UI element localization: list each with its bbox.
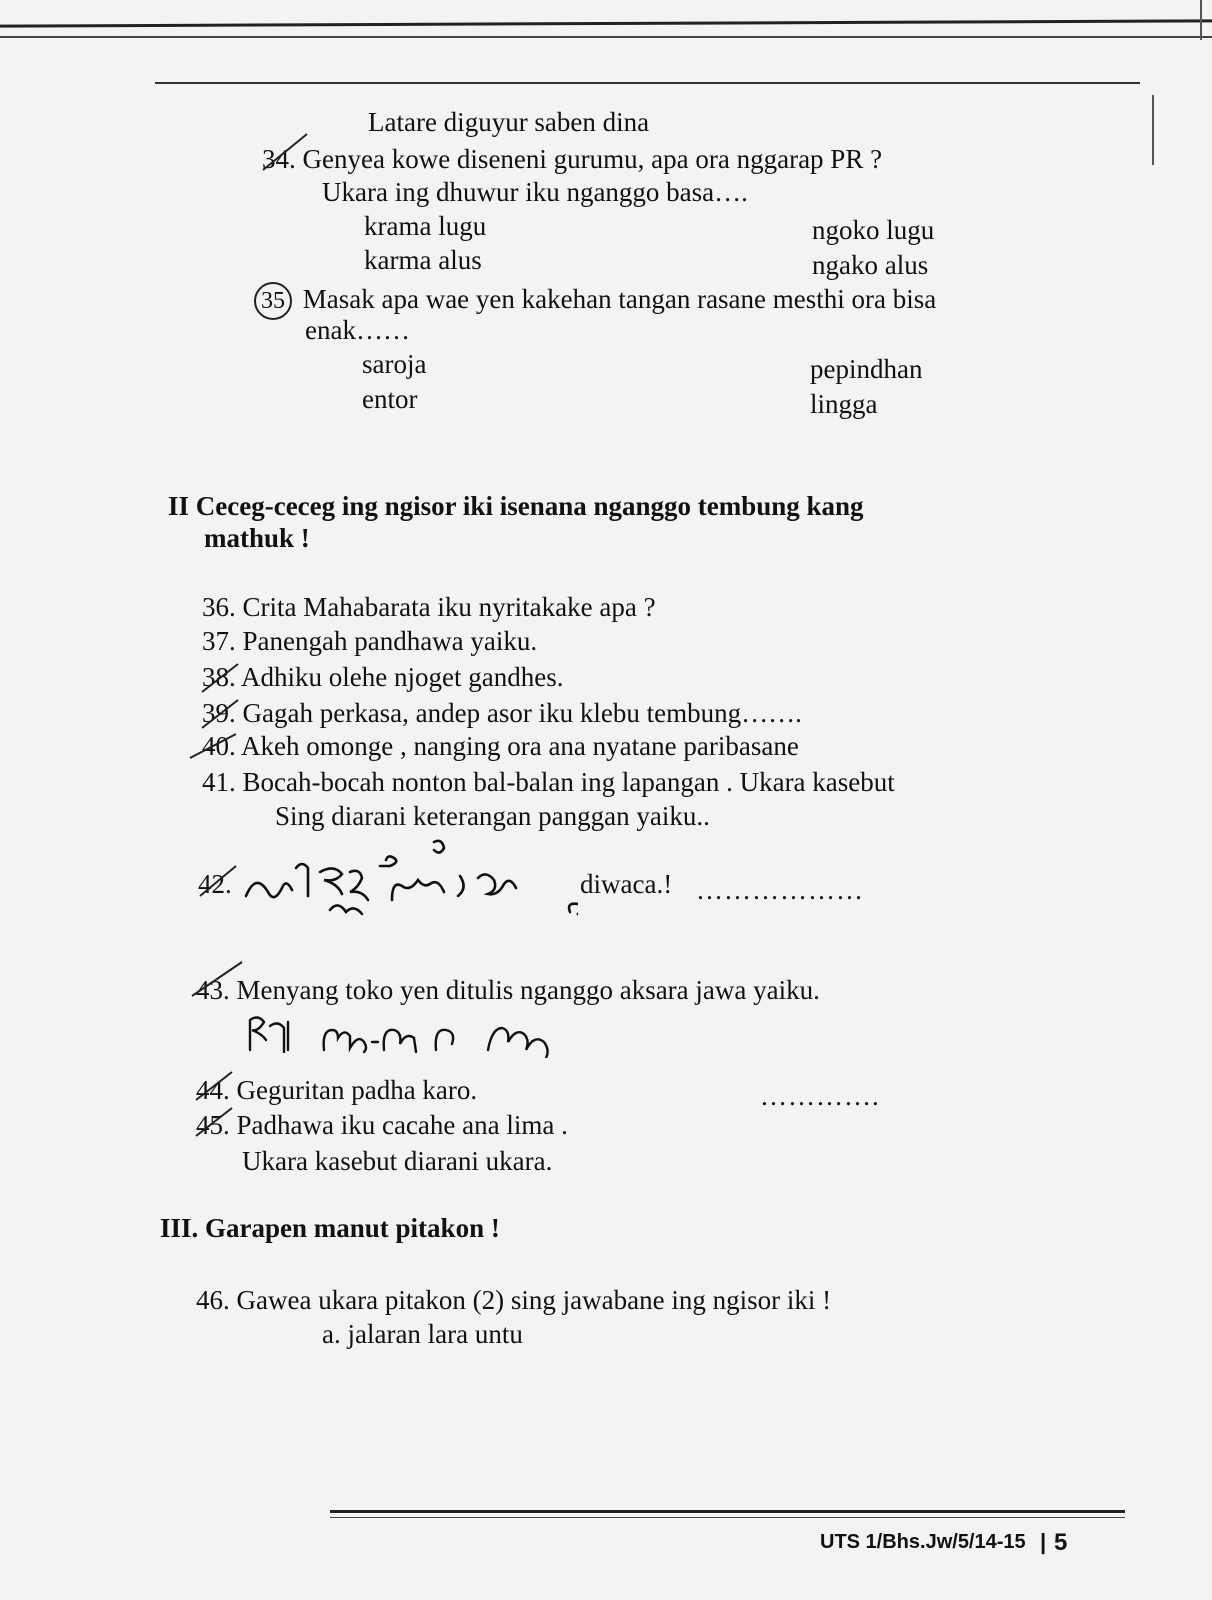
question-text: Genyea kowe diseneni gurumu, apa ora nggarap PR ? (302, 144, 883, 174)
question-45-line2: Ukara kasebut diarani ukara. (242, 1146, 553, 1176)
question-number: 43. (196, 975, 230, 1005)
question-number: 41. (202, 767, 236, 797)
option-b: entor (362, 384, 418, 414)
check-mark-icon (192, 1104, 236, 1140)
footer-rule-2 (330, 1517, 1125, 1518)
option-a: krama lugu (364, 211, 487, 241)
question-number: 36. (202, 592, 236, 622)
question-text: Geguritan padha karo. (236, 1075, 478, 1105)
footer-code: UTS 1/Bhs.Jw/5/14-15 (820, 1531, 1026, 1553)
margin-line (1152, 95, 1154, 165)
javanese-script-image (238, 838, 578, 930)
question-number: 44. (196, 1075, 230, 1105)
question-text: Crita Mahabarata iku nyritakake apa ? (242, 592, 656, 622)
check-mark-icon (188, 958, 248, 1002)
check-mark-icon (196, 862, 240, 902)
edge-line (1200, 0, 1202, 40)
header-rule (155, 82, 1140, 84)
check-mark-icon (186, 728, 242, 764)
question-number: 38. (202, 662, 236, 692)
option-c: ngoko lugu (812, 215, 935, 245)
question-number: 37. (202, 626, 236, 656)
continuation-line: Latare diguyur saben dina (368, 107, 650, 137)
handwritten-answer-image (244, 1010, 592, 1058)
question-text: Gagah perkasa, andep asor iku klebu tembung……. (242, 698, 802, 728)
footer-separator: | (1040, 1529, 1047, 1554)
question-41-line2: Sing diarani keterangan panggan yaiku.. (275, 801, 710, 831)
question-text: Adhiku olehe njoget gandhes. (241, 662, 564, 692)
check-mark-icon (198, 660, 242, 696)
page-number: 5 (1054, 1529, 1068, 1556)
question-44 (196, 1074, 477, 1106)
question-number: 45. (196, 1110, 230, 1140)
answer-blank: ……………… (696, 875, 864, 905)
question-text: Padhawa iku cacahe ana lima . (236, 1110, 568, 1140)
option-d: ngako alus (812, 250, 929, 280)
question-35-line2: enak…… (305, 315, 410, 345)
question-46 (196, 1284, 831, 1316)
question-text: Akeh omonge , nanging ora ana nyatane paribasane (241, 731, 799, 761)
check-mark-icon (255, 128, 315, 176)
option-c: pepindhan (810, 354, 923, 384)
question-number: 40. (202, 731, 236, 761)
option-a: saroja (362, 349, 427, 379)
question-number: 39. (202, 698, 236, 728)
question-40 (202, 730, 799, 762)
question-36 (202, 591, 656, 623)
question-42-suffix: diwaca.! (580, 869, 673, 899)
option-d: lingga (810, 389, 878, 419)
section-3-title: III. Garapen manut pitakon ! (160, 1213, 500, 1243)
question-42-number: 42. (198, 869, 232, 899)
check-mark-icon (198, 696, 242, 732)
top-border-line (0, 19, 1212, 27)
top-border-line-2 (0, 36, 1212, 38)
question-number: 46. (196, 1285, 230, 1315)
question-46-option-a: a. jalaran lara untu (322, 1319, 523, 1349)
section-2-title-line2: mathuk ! (204, 523, 310, 553)
question-43 (196, 974, 820, 1006)
question-45 (196, 1109, 568, 1141)
option-b: karma alus (364, 245, 482, 275)
question-39 (202, 697, 802, 729)
question-text: Bocah-bocah nonton bal-balan ing lapangan . Ukara kasebut (242, 767, 895, 797)
question-41 (202, 766, 895, 798)
question-text: Masak apa wae yen kakehan tangan rasane mesthi ora bisa (302, 284, 937, 314)
section-2-title: II Ceceg-ceceg ing ngisor iki isenana nganggo tembung kang (168, 491, 864, 521)
circled-number: 35 (254, 282, 292, 320)
question-38 (202, 661, 563, 693)
question-text: Menyang toko yen ditulis nganggo aksara jawa yaiku. (236, 975, 820, 1005)
question-37 (202, 625, 537, 657)
question-34 (262, 143, 882, 175)
answer-blank: …………. (760, 1081, 880, 1111)
check-mark-icon (192, 1068, 236, 1104)
question-34-line2: Ukara ing dhuwur iku nganggo basa…. (322, 177, 748, 207)
question-text: Panengah pandhawa yaiku. (242, 626, 538, 656)
question-number: 34. (262, 144, 296, 174)
question-text: Gawea ukara pitakon (2) sing jawabane ing ngisor iki ! (236, 1285, 832, 1315)
footer-rule (330, 1510, 1125, 1513)
